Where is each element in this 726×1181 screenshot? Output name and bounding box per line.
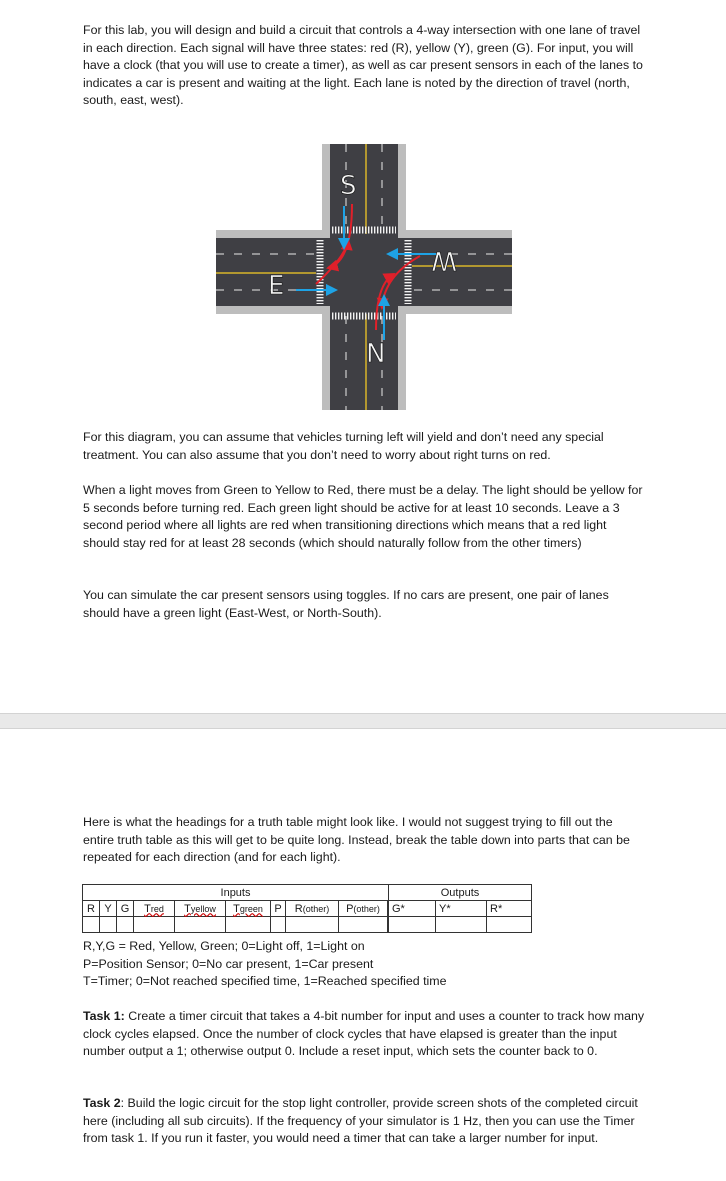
col-t-green: Tgreen — [226, 901, 271, 917]
table-group-row — [83, 885, 532, 901]
task-1 — [83, 1008, 645, 1061]
label-south: S — [340, 171, 357, 201]
col-t-red: Tred — [134, 901, 175, 917]
legend-p: P=Position Sensor; 0=No car present, 1=Car present — [83, 956, 374, 971]
legend-t: T=Timer; 0=Not reached specified time, 1=Reached specified time — [83, 974, 447, 989]
task-2 — [83, 1095, 645, 1148]
simulate-paragraph: You can simulate the car present sensors using toggles. If no cars are present, one pair of lanes should have a green light (East-West, or North-South). — [83, 588, 609, 620]
page-break — [0, 713, 726, 729]
assumption-paragraph: For this diagram, you can assume that vehicles turning left will yield and don’t need any special treatment. You can also assume that you don’t need to worry about right turns on red. — [83, 430, 604, 462]
intersection-diagram — [216, 144, 512, 410]
table-row — [83, 917, 532, 933]
col-g: G — [117, 901, 134, 917]
task-1-text: Create a timer circuit that takes a 4-bit number for input and uses a counter to track how many clock cycles elapsed. Once the number of clock cycles that have elapsed is greater than the input number output a 1; otherwise output 0. Include a reset input, which sets the counter back to 0. — [83, 1009, 645, 1059]
legend — [83, 938, 447, 991]
outputs-header: Outputs — [389, 885, 532, 901]
col-p-other: P(other) — [339, 901, 388, 917]
col-r-star: R* — [487, 901, 532, 917]
label-north: N — [366, 339, 386, 369]
col-g-star: G* — [389, 901, 436, 917]
truth-table — [82, 884, 532, 933]
roads — [216, 144, 512, 410]
label-east: E — [268, 271, 285, 301]
col-r-other: R(other) — [286, 901, 339, 917]
intro-paragraph: For this lab, you will design and build a circuit that controls a 4-way intersection with one lane of travel in each direction. Each signal will have three states: red (R), yellow (Y), green (G). For input, you will have a clock (that you will use to create a timer), as well as car present sensors in each of the lanes to indicates a car is present and waiting at the light. Each lane is noted by the direction of travel (north, south, east, west). — [83, 23, 643, 108]
inputs-header: Inputs — [83, 885, 389, 901]
truth-table-intro: Here is what the headings for a truth table might look like. I would not suggest trying to fill out the entire truth table as this will get to be quite long. Instead, break the table down into parts that can be repeated for each direction (and for each light). — [83, 815, 630, 865]
delay-paragraph: When a light moves from Green to Yellow to Red, there must be a delay. The light should be yellow for 5 seconds before turning red. Each green light should be active for at least 10 seconds. Leave a 3 second period where all lights are red when transitioning directions which means that a red light should stay red for at least 28 seconds (which should naturally follow from the other timers) — [83, 483, 643, 550]
label-west: W — [431, 245, 457, 275]
task-2-label: Task 2 — [83, 1096, 121, 1110]
col-r: R — [83, 901, 100, 917]
col-y-star: Y* — [436, 901, 487, 917]
col-t-yellow: Tyellow — [175, 901, 226, 917]
table-header-row — [83, 901, 532, 917]
task-1-label: Task 1: — [83, 1009, 125, 1023]
col-p: P — [271, 901, 286, 917]
task-2-text: : Build the logic circuit for the stop light controller, provide screen shots of the completed circuit here (including all sub circuits). If the frequency of your simulator is 1 Hz, then you can use the Timer from task 1. If you run it faster, you would need a timer that can take a larger number for input. — [83, 1096, 638, 1146]
legend-rgy: R,Y,G = Red, Yellow, Green; 0=Light off, 1=Light on — [83, 939, 365, 953]
page-2 — [0, 729, 726, 1181]
col-y: Y — [100, 901, 117, 917]
